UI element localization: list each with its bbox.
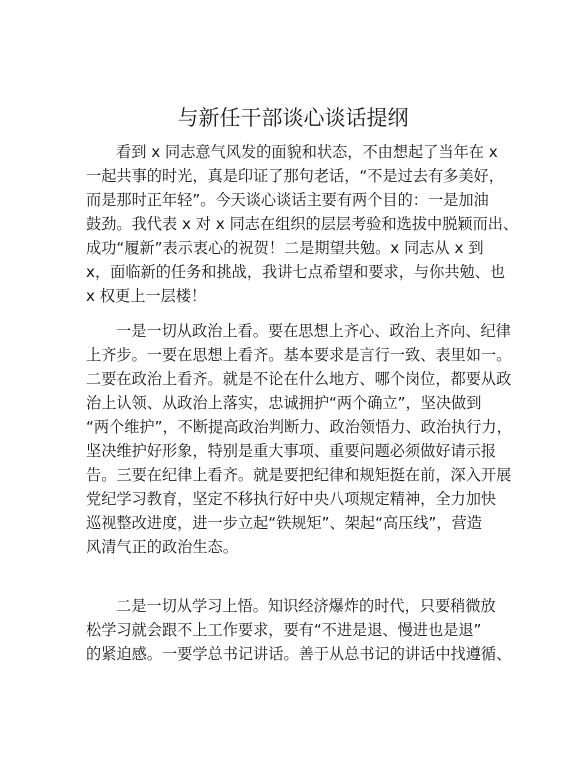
text-line: 告。三要在纪律上看齐。就是要把纪律和规矩挺在前，深入开展 bbox=[86, 466, 512, 484]
text-line: 鼓劲。我代表 x 对 x 同志在组织的层层考验和选拔中脱颖而出、 bbox=[86, 215, 519, 233]
text-line: 坚决维护好形象，特别是重大事项、重要问题必须做好请示报 bbox=[86, 442, 497, 460]
text-line: 成功“履新”表示衷心的祝贺！二是期望共勉。x 同志从 x 到 bbox=[86, 239, 484, 257]
text-line: 二要在政治上看齐。就是不论在什么地方、哪个岗位，都要从政 bbox=[86, 370, 512, 388]
text-line: 一是一切从政治上看。要在思想上齐心、政治上齐向、纪律 bbox=[116, 322, 511, 340]
text-line: 而是那时正年轻”。今天谈心谈话主要有两个目的：一是加油 bbox=[86, 191, 489, 209]
text-line: “两个维护”，不断提高政治判断力、政治领悟力、政治执行力， bbox=[86, 418, 512, 436]
text-line: 治上认领、从政治上落实，忠诚拥护“两个确立”，坚决做到 bbox=[86, 394, 482, 412]
text-line: 的紧迫感。一要学总书记讲话。善于从总书记的讲话中找遵循、 bbox=[86, 645, 512, 663]
text-line: 巡视整改进度，进一步立起“铁规矩”、架起“高压线”，营造 bbox=[86, 514, 482, 532]
text-line: x，面临新的任务和挑战，我讲七点希望和要求，与你共勉、也 bbox=[86, 263, 506, 281]
text-line: x 权更上一层楼！ bbox=[86, 287, 207, 305]
text-line: 上齐步。一要在思想上看齐。基本要求是言行一致、表里如一。 bbox=[86, 346, 512, 364]
text-line: 松学习就会跟不上工作要求，要有“不进是退、慢进也是退” bbox=[86, 621, 482, 639]
text-line: 看到 x 同志意气风发的面貌和状态，不由想起了当年在 x bbox=[116, 143, 498, 161]
text-line: 一起共事的时光，真是印证了那句老话，“不是过去有多美好， bbox=[86, 167, 504, 185]
document-title: 与新任干部谈心谈话提纲 bbox=[177, 106, 409, 130]
text-line: 党纪学习教育，坚定不移执行好中央八项规定精神，全力加快 bbox=[86, 490, 497, 508]
text-line: 风清气正的政治生态。 bbox=[86, 538, 238, 556]
text-line: 二是一切从学习上悟。知识经济爆炸的时代，只要稍微放 bbox=[116, 597, 496, 615]
